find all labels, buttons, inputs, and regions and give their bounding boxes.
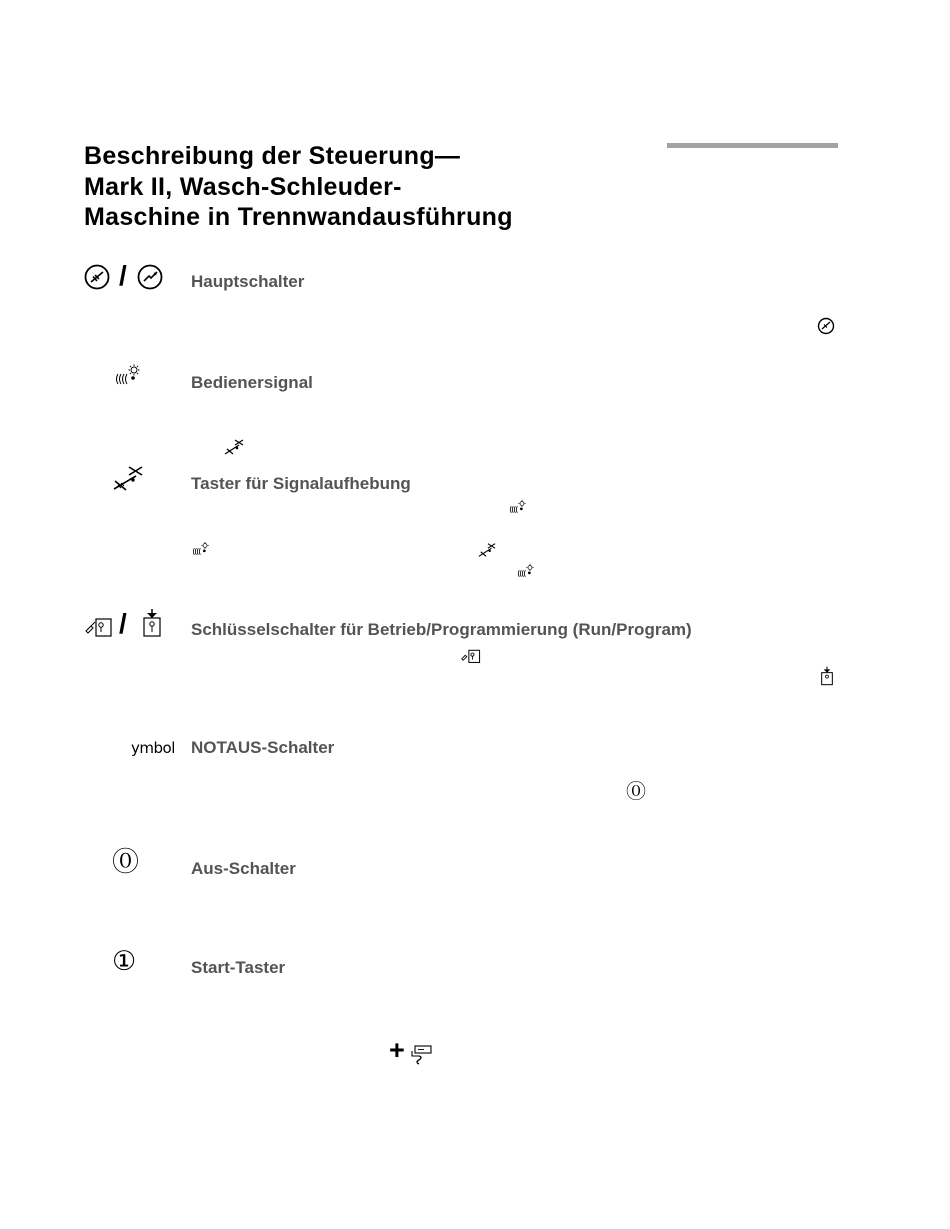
stop-inline-icon: ⓪ bbox=[626, 779, 646, 803]
operator-signal-inline-icon bbox=[508, 499, 528, 516]
program-key-icon bbox=[141, 608, 163, 638]
heading-operator-signal: Bedienersignal bbox=[191, 373, 313, 392]
title-line-3: Maschine in Trennwandausführung bbox=[84, 203, 513, 231]
operator-signal-icon bbox=[113, 364, 143, 388]
signal-cancel-inline-icon bbox=[476, 541, 498, 559]
plus-icon: + bbox=[389, 1035, 405, 1065]
page-title bbox=[84, 141, 513, 233]
heading-start-button: Start-Taster bbox=[191, 958, 286, 977]
main-switch-on-icon bbox=[137, 264, 165, 292]
memory-icon bbox=[410, 1044, 432, 1066]
header-rule bbox=[667, 143, 838, 148]
operator-signal-inline-icon bbox=[191, 541, 211, 558]
heading-emergency-stop: NOTAUS-Schalter bbox=[191, 738, 335, 757]
run-key-icon bbox=[85, 616, 113, 638]
slash-separator: / bbox=[119, 260, 127, 291]
stop-icon: ⓪ bbox=[112, 847, 139, 878]
title-line-2: Mark II, Wasch-Schleuder- bbox=[84, 172, 402, 201]
program-key-inline-icon bbox=[819, 666, 835, 686]
main-switch-off-icon bbox=[84, 264, 112, 292]
start-icon: ① bbox=[112, 946, 137, 977]
signal-cancel-icon bbox=[112, 465, 146, 493]
signal-cancel-inline-icon bbox=[223, 437, 245, 457]
title-line-1: Beschreibung der Steuerung— bbox=[84, 142, 461, 170]
heading-signal-cancel: Taster für Signalaufhebung bbox=[191, 474, 411, 493]
heading-main-switch: Hauptschalter bbox=[191, 272, 305, 291]
heading-off-switch: Aus-Schalter bbox=[191, 859, 296, 878]
main-switch-off-inline-icon bbox=[817, 317, 835, 335]
emergency-stop-icon: ymbol bbox=[131, 739, 175, 757]
operator-signal-inline-icon bbox=[516, 563, 536, 580]
slash-separator: / bbox=[119, 608, 127, 639]
heading-key-switch: Schlüsselschalter für Betrieb/Programmierung (Run/Program) bbox=[191, 620, 692, 639]
run-key-inline-icon bbox=[461, 648, 481, 664]
